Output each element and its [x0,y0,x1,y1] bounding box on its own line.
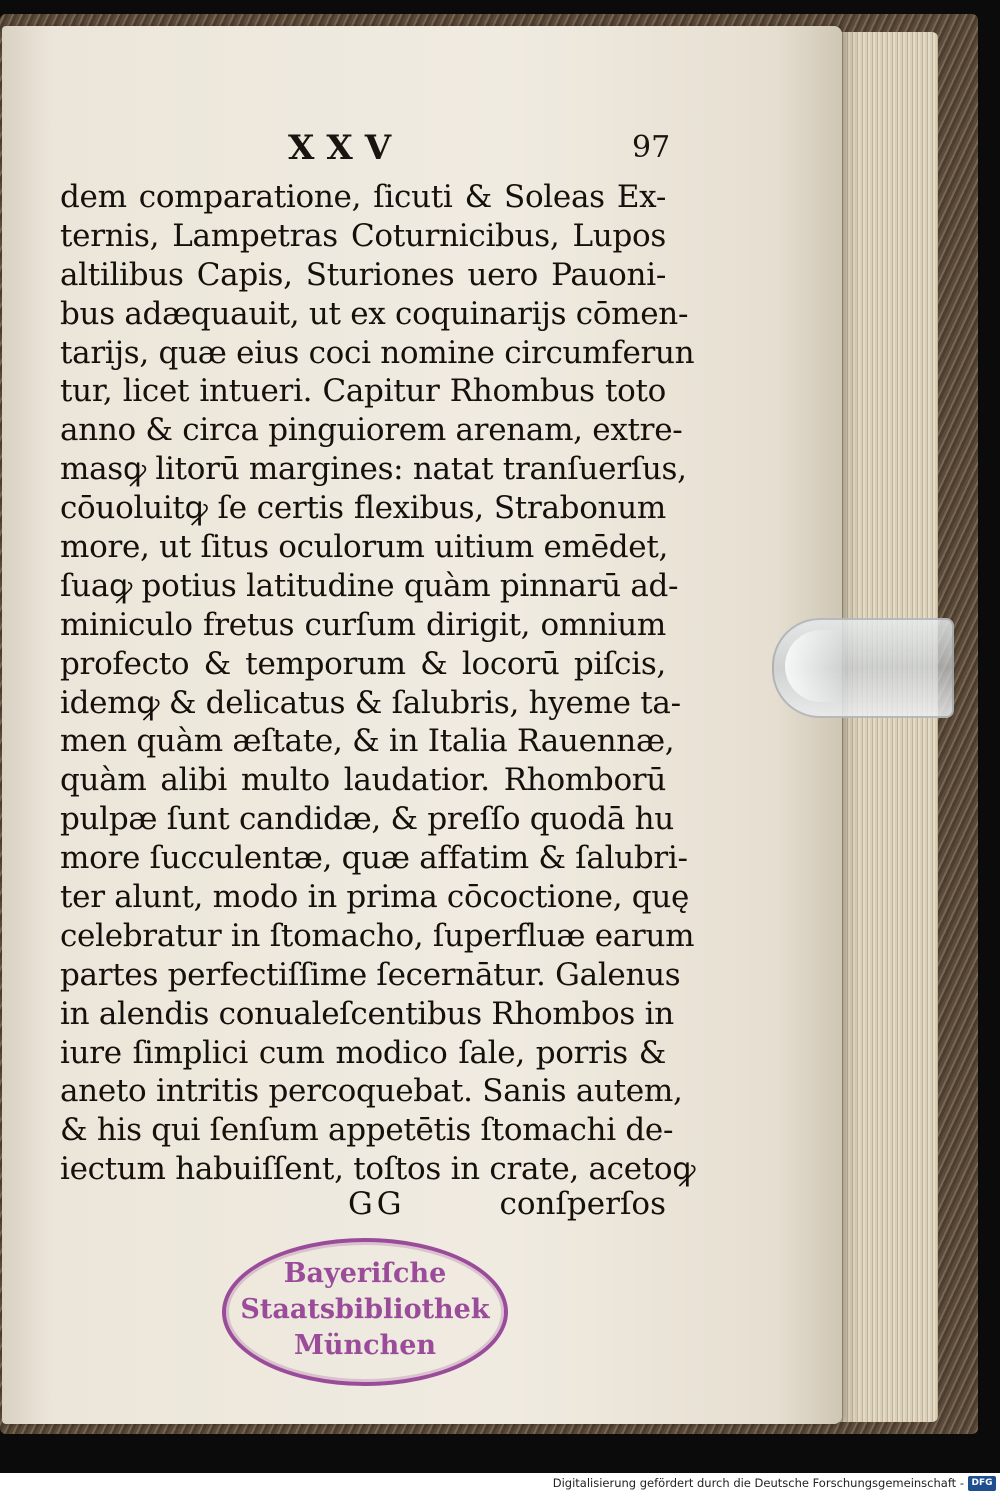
text-line: iectum habuiſſent, toſtos in crate, acetoꝙ [60,1151,696,1188]
text-line: in alendis conualeſcentibus Rhombos in [60,995,674,1032]
text-line: celebratur in ſtomacho, ſuperfluæ earum [60,917,695,954]
text-line: dem comparatione, ſicuti & Soleas Ex- [60,179,666,215]
footer-credit: Digitalisierung gefördert durch die Deutsche Forschungsgemeinschaft - [552,1476,964,1490]
text-line: more, ut ſitus oculorum uitium emēdet, [60,529,669,566]
signature-mark: GG [348,1186,406,1222]
running-head: XXV [288,128,404,168]
text-line: partes perfectiſſime ſecernātur. Galenus [60,956,681,993]
text-line: ſuaꝙ potius latitudine quàm pinnarū ad- [60,567,679,604]
text-line: altilibus Capis, Sturiones uero Pauoni- [60,256,666,293]
text-line: iure ſimplici cum modico ſale, porris & [60,1034,666,1071]
text-line: cōuoluitꝙ ſe certis flexibus, Strabonum [60,490,666,527]
text-line: anno & circa pinguiorem arenam, extre- [60,412,683,449]
text-line: aneto intritis percoquebat. Sanis autem, [60,1073,683,1110]
stamp-line: Bayeriſche [283,1258,447,1289]
text-line: idemꝙ & delicatus & ſalubris, hyeme ta- [60,684,681,721]
text-line: masꝙ litorū margines: natat tranſuerſus, [60,451,687,488]
text-line: miniculo fretus curſum dirigit, omnium [60,606,666,643]
text-line: tarijs, quæ eius coci nomine circumferun [60,334,695,371]
text-line: profecto & temporum & locorū piſcis, [60,645,666,682]
text-line: ter alunt, modo in prima cōcoctione, quę [60,879,690,916]
page-number: 97 [632,130,671,165]
text-line: & his qui ſenſum appetētis ſtomachi de- [60,1112,674,1149]
stamp-line: München [293,1330,437,1361]
text-line: quàm alibi multo laudatior. Rhomborū [60,762,666,799]
dfg-logo: DFG [968,1476,996,1491]
catchword: conſperſos [499,1186,666,1222]
text-line: more ſucculentæ, quæ affatim & ſalubri- [60,840,688,877]
text-line: tur, licet intueri. Capitur Rhombus toto [60,373,666,410]
stamp-line: Staatsbibliothek [240,1294,490,1325]
signature-line [60,1186,666,1226]
library-stamp [222,1238,508,1386]
text-line: bus adæquauit, ut ex coquinarijs cōmen- [60,295,689,332]
text-block [60,178,696,1189]
text-line: pulpæ ſunt candidæ, & preſſo quodā hu [60,801,674,838]
footer-bar [0,1473,1000,1495]
text-line: men quàm æſtate, & in Italia Rauennæ, [60,723,675,760]
text-line: ternis, Lampetras Coturnicibus, Lupos [60,217,666,254]
